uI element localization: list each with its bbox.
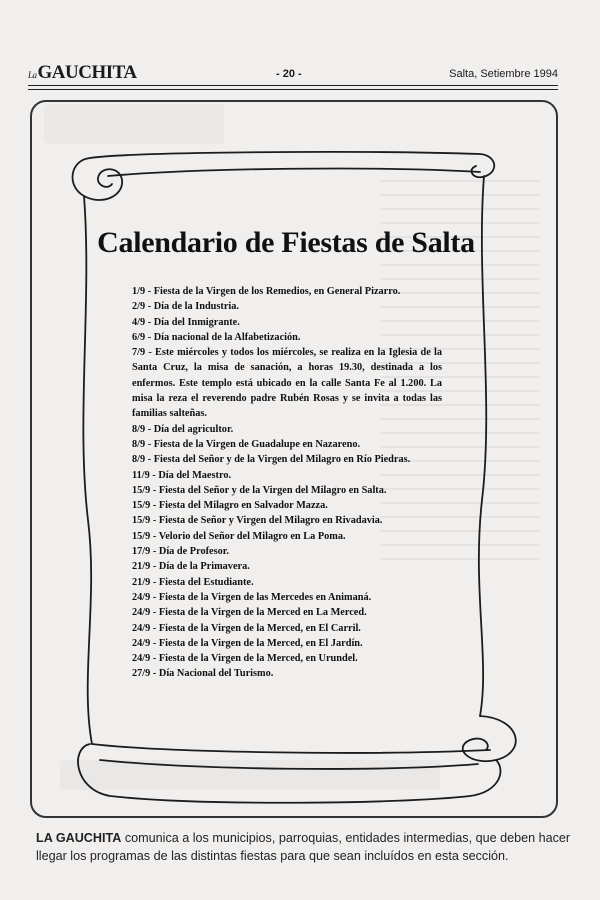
scroll-bottom-inner <box>100 760 478 769</box>
event-item: 4/9 - Día del Inmigrante. <box>132 316 240 328</box>
scroll-top-inner <box>108 169 480 176</box>
event-item: 8/9 - Día del agricultor. <box>132 423 234 435</box>
scroll-top-curl <box>73 158 123 200</box>
event-item: 21/9 - Fiesta del Estudiante. <box>132 576 254 588</box>
event-item: 24/9 - Fiesta de la Virgen de la Merced en La Merced. <box>132 607 367 619</box>
event-item: 21/9 - Día de la Primavera. <box>132 561 250 573</box>
event-item: 8/9 - Fiesta de la Virgen de Guadalupe en Nazareno. <box>132 438 361 450</box>
event-item: 17/9 - Día de Profesor. <box>132 546 229 558</box>
event-item: 15/9 - Fiesta del Milagro en Salvador Mazza. <box>132 500 328 512</box>
event-item: 15/9 - Fiesta de Señor y Virgen del Milagro en Rivadavia. <box>132 515 383 527</box>
event-item: 24/9 - Fiesta de la Virgen de la Merced, en Urundel. <box>132 653 358 665</box>
scroll-left-edge <box>83 196 92 744</box>
logo-text: GAUCHITA <box>37 62 137 83</box>
event-item: 15/9 - Fiesta del Señor y de la Virgen del Milagro en Salta. <box>132 484 387 496</box>
scroll-bottom-roll <box>92 744 490 753</box>
event-item: 24/9 - Fiesta de la Virgen de las Mercedes en Animaná. <box>132 591 372 603</box>
footer-text: comunica a los municipios, parroquias, entidades intermedias, que deben hacer llegar los programas de las distintas fiestas para que sean incluídos en esta sección. <box>36 831 571 863</box>
event-item: 2/9 - Día de la Industria. <box>132 301 239 313</box>
page-number: - 20 - <box>276 68 302 80</box>
scroll-right-edge <box>479 176 486 716</box>
event-item: 24/9 - Fiesta de la Virgen de la Merced, en El Carril. <box>132 622 361 634</box>
event-item: 24/9 - Fiesta de la Virgen de la Merced, en El Jardín. <box>132 637 363 649</box>
event-item: 7/9 - Este miércoles y todos los miércoles, se realiza en la Iglesia de la Santa Cruz, la misa de sanación, a horas 19.30, destinada a los enfermos. Este templo está ubicado en la calle Santa Fe al 1.200. La misa la reza el reverendo padre Rubén Rosas y se invita a todas las familias salteñas. <box>132 347 442 420</box>
event-item: 6/9 - Día nacional de la Alfabetización. <box>132 331 301 343</box>
logo-prefix: La <box>28 70 37 80</box>
calendar-title: Calendario de Fiestas de Salta <box>97 226 475 259</box>
event-item: 15/9 - Velorio del Señor del Milagro en La Poma. <box>132 530 346 542</box>
event-item: 11/9 - Día del Maestro. <box>132 469 232 481</box>
footer-note <box>36 829 576 865</box>
events-list <box>132 284 442 682</box>
event-item: 27/9 - Día Nacional del Turismo. <box>132 668 274 680</box>
event-item: 1/9 - Fiesta de la Virgen de los Remedios, en General Pizarro. <box>132 286 401 297</box>
scroll-bottom-fold <box>463 716 516 761</box>
footer-brand: LA GAUCHITA <box>36 831 122 845</box>
issue-date: Salta, Setiembre 1994 <box>449 68 558 80</box>
event-item: 8/9 - Fiesta del Señor y de la Virgen del Milagro en Río Piedras. <box>132 454 411 466</box>
